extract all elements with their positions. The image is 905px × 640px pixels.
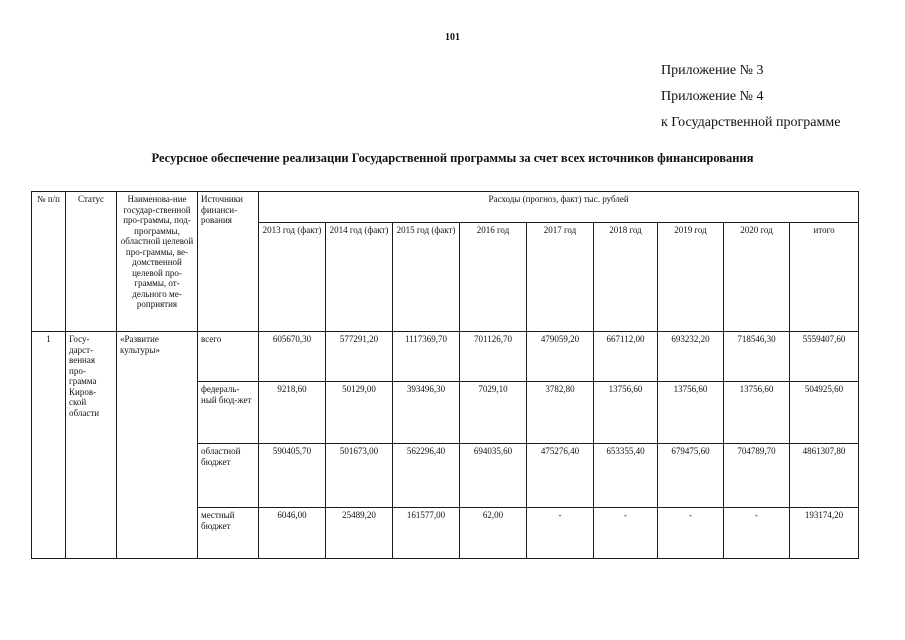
value-cell: - <box>527 508 594 559</box>
source-cell: федераль-ный бюд-жет <box>198 382 259 444</box>
value-cell: 605670,30 <box>259 332 326 382</box>
value-cell: 5559407,60 <box>790 332 859 382</box>
value-cell: 161577,00 <box>393 508 460 559</box>
value-cell: 6046,00 <box>259 508 326 559</box>
value-cell: 62,00 <box>460 508 527 559</box>
header-expenses: Расходы (прогноз, факт) тыс. рублей <box>259 192 859 223</box>
value-cell: 50129,00 <box>326 382 393 444</box>
value-cell: 13756,60 <box>724 382 790 444</box>
program-name: «Развитие культуры» <box>117 332 198 559</box>
value-cell: 479059,20 <box>527 332 594 382</box>
resource-table <box>31 191 859 559</box>
header-year: 2020 год <box>724 223 790 332</box>
value-cell: 701126,70 <box>460 332 527 382</box>
value-cell: 25489,20 <box>326 508 393 559</box>
value-cell: 577291,20 <box>326 332 393 382</box>
header-source: Источники финанси-рования <box>198 192 259 332</box>
value-cell: - <box>658 508 724 559</box>
header-status: Статус <box>66 192 117 332</box>
source-cell: всего <box>198 332 259 382</box>
appendix-line-1: Приложение № 3 <box>661 63 764 78</box>
appendix-line-3: к Государственной программе <box>661 115 841 130</box>
header-year: 2016 год <box>460 223 527 332</box>
value-cell: 1117369,70 <box>393 332 460 382</box>
value-cell: 667112,00 <box>594 332 658 382</box>
program-status: Госу-дарст-венная про-грамма Киров-ской области <box>66 332 117 559</box>
value-cell: 13756,60 <box>594 382 658 444</box>
value-cell: 193174,20 <box>790 508 859 559</box>
value-cell: 679475,60 <box>658 444 724 508</box>
header-year: 2013 год (факт) <box>259 223 326 332</box>
value-cell: 504925,60 <box>790 382 859 444</box>
appendix-line-2: Приложение № 4 <box>661 89 764 104</box>
program-num: 1 <box>32 332 66 559</box>
page-number: 101 <box>445 32 460 43</box>
value-cell: 9218,60 <box>259 382 326 444</box>
value-cell: 475276,40 <box>527 444 594 508</box>
source-cell: местный бюджет <box>198 508 259 559</box>
header-year: 2015 год (факт) <box>393 223 460 332</box>
value-cell: 693232,20 <box>658 332 724 382</box>
header-year: 2017 год <box>527 223 594 332</box>
header-year: 2014 год (факт) <box>326 223 393 332</box>
value-cell: 590405,70 <box>259 444 326 508</box>
value-cell: 562296,40 <box>393 444 460 508</box>
value-cell: 4861307,80 <box>790 444 859 508</box>
value-cell: 3782,80 <box>527 382 594 444</box>
value-cell: 718546,30 <box>724 332 790 382</box>
value-cell: 393496,30 <box>393 382 460 444</box>
header-name: Наименова-ние государ-ственной про-граммы, под-программы, областной целевой про-граммы, ве-домственной целевой про-граммы, от-дельного ме-роприятия <box>117 192 198 332</box>
table-header-row <box>32 192 859 223</box>
value-cell: - <box>724 508 790 559</box>
value-cell: 501673,00 <box>326 444 393 508</box>
header-total: итого <box>790 223 859 332</box>
header-year: 2018 год <box>594 223 658 332</box>
value-cell: 694035,60 <box>460 444 527 508</box>
value-cell: 13756,60 <box>658 382 724 444</box>
document-title: Ресурсное обеспечение реализации Государственной программы за счет всех источников финансирования <box>151 151 754 165</box>
value-cell: - <box>594 508 658 559</box>
header-year: 2019 год <box>658 223 724 332</box>
value-cell: 704789,70 <box>724 444 790 508</box>
value-cell: 7029,10 <box>460 382 527 444</box>
source-cell: областной бюджет <box>198 444 259 508</box>
table-row-total <box>32 332 859 382</box>
value-cell: 653355,40 <box>594 444 658 508</box>
header-num: № п/п <box>32 192 66 332</box>
